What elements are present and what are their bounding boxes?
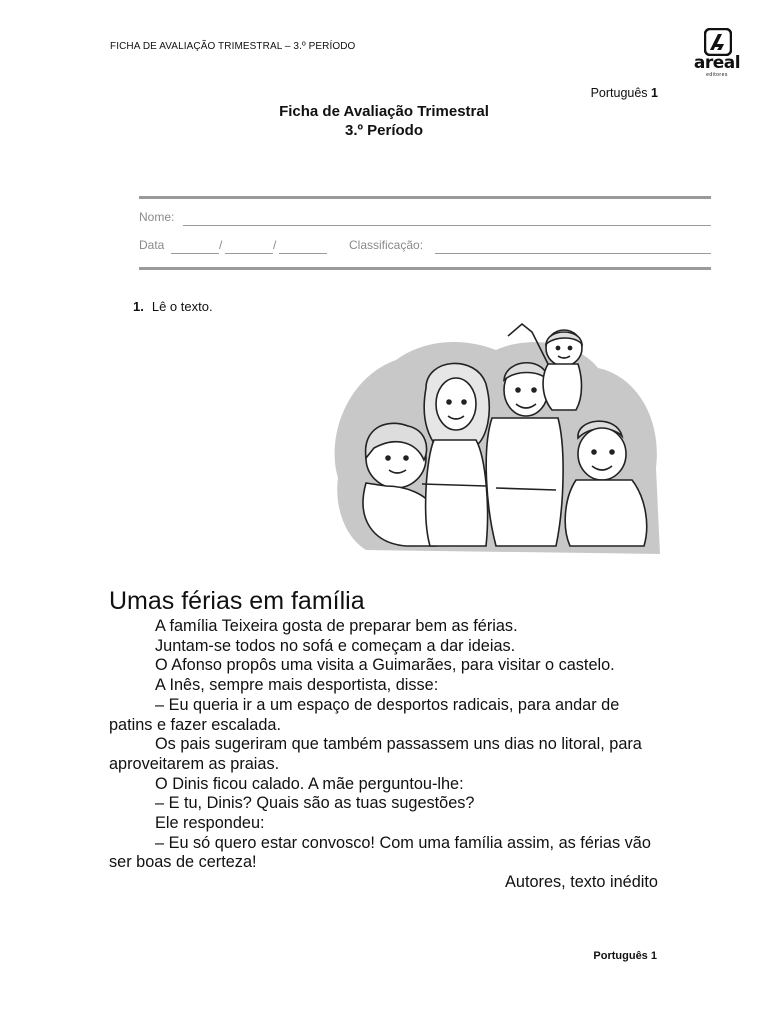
story-paragraph: – E tu, Dinis? Quais são as tuas sugestões?: [155, 794, 475, 813]
subject-name: Português: [590, 86, 648, 100]
story-text: [109, 617, 658, 893]
story-paragraph: A Inês, sempre mais desportista, disse:: [155, 676, 439, 695]
classification-field[interactable]: [435, 253, 711, 254]
name-label: Nome:: [139, 210, 175, 224]
story-paragraph: Os pais sugeriram que também passassem uns dias no litoral, para aproveitarem as praias.: [109, 735, 642, 773]
footer-subject-name: Português: [593, 950, 648, 962]
page-subtitle: 3.º Período: [345, 122, 423, 139]
date-year-field[interactable]: [279, 253, 327, 254]
story-paragraph: Juntam-se todos no sofá e começam a dar ideias.: [155, 636, 516, 655]
logo-subtitle: editores: [706, 72, 728, 78]
question-1: [133, 299, 213, 314]
question-number: 1.: [133, 299, 144, 314]
areal-logo-icon: [704, 28, 732, 56]
date-separator: /: [273, 238, 277, 252]
subject-label-top: [591, 86, 658, 100]
page-title: Ficha de Avaliação Trimestral: [279, 103, 489, 120]
story-paragraph: O Afonso propôs uma visita a Guimarães, para visitar o castelo.: [155, 656, 615, 675]
story-paragraph: O Dinis ficou calado. A mãe perguntou-lhe:: [155, 774, 464, 793]
running-header: FICHA DE AVALIAÇÃO TRIMESTRAL – 3.º PERÍODO: [110, 41, 356, 52]
question-text: Lê o texto.: [151, 299, 213, 314]
name-field[interactable]: [183, 225, 711, 226]
date-month-field[interactable]: [225, 253, 273, 254]
subject-label-footer: [593, 950, 657, 962]
form-bottom-rule: [139, 267, 711, 270]
form-top-rule: [139, 196, 711, 199]
publisher-logo: [688, 28, 746, 80]
date-day-field[interactable]: [171, 253, 219, 254]
footer-subject-number: 1: [650, 950, 657, 962]
story-paragraph: – Eu queria ir a um espaço de desportos radicais, para andar de patins e fazer escalada.: [109, 695, 620, 734]
story-attribution: Autores, texto inédito: [505, 873, 658, 892]
story-paragraph: Ele respondeu:: [155, 814, 265, 833]
family-illustration: [326, 318, 662, 554]
classification-label: Classificação:: [349, 238, 424, 252]
story-title: Umas férias em família: [109, 587, 365, 615]
subject-number: 1: [651, 86, 658, 100]
date-label: Data: [139, 238, 165, 252]
date-separator: /: [219, 238, 223, 252]
story-paragraph: – Eu só quero estar convosco! Com uma família assim, as férias vão ser boas de certeza!: [109, 833, 651, 872]
logo-wordmark: areal: [693, 53, 741, 73]
story-paragraph: A família Teixeira gosta de preparar bem as férias.: [155, 617, 518, 635]
